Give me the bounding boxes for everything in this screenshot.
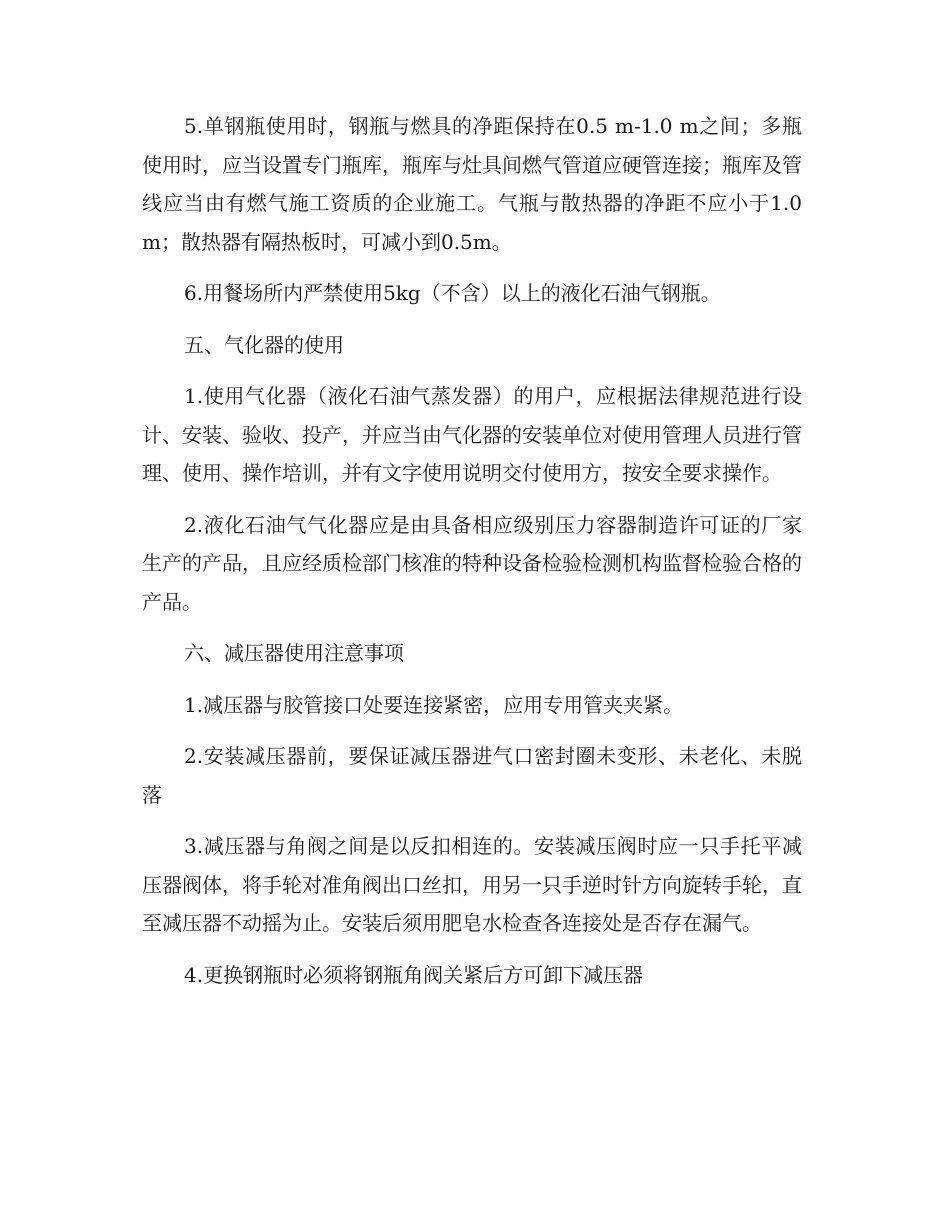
paragraph-cylinder-limit: 6.用餐场所内严禁使用5kg（不含）以上的液化石油气钢瓶。 [184, 281, 721, 305]
paragraph-cylinder-distance: 5.单钢瓶使用时，钢瓶与燃具的净距保持在0.5 m-1.0 m之间；多瓶使用时，应当设置专门瓶库，瓶库与灶具间燃气管道应硬管连接；瓶库及管线应当由有燃气施工资质的企业施工。气瓶与散热器的净距不应小于1.0m；散热器有隔热板时，可减小到0.5m。 [142, 114, 802, 254]
section-heading-regulator: 六、减压器使用注意事项 [184, 641, 404, 665]
paragraph-cylinder-replace: 4.更换钢瓶时必须将钢瓶角阀关紧后方可卸下减压器 [184, 962, 644, 987]
paragraph-regulator-seal: 2.安装减压器前，要保证减压器进气口密封圈未变形、未老化、未脱落 [142, 744, 802, 807]
paragraph-vaporizer-usage: 1.使用气化器（液化石油气蒸发器）的用户，应根据法律规范进行设计、安装、验收、投产，并应当由气化器的安装单位对使用管理人员进行管理、使用、操作培训，并有文字使用说明交付使用方，按安全要求操作。 [142, 384, 802, 485]
document-body [142, 107, 802, 1007]
section-heading-vaporizer: 五、气化器的使用 [184, 332, 344, 357]
paragraph-regulator-hose: 1.减压器与胶管接口处要连接紧密，应用专用管夹夹紧。 [184, 692, 684, 717]
paragraph-regulator-install: 3.减压器与角阀之间是以反扣相连的。安装减压阀时应一只手托平减压器阀体，将手轮对准角阀出口丝扣，用另一只手逆时针方向旋转手轮，直至减压器不动摇为止。安装后须用肥皂水检查各连接处是否存在漏气。 [142, 834, 802, 935]
paragraph-vaporizer-product: 2.液化石油气气化器应是由具备相应级别压力容器制造许可证的厂家生产的产品，且应经质检部门核准的特种设备检验检测机构监督检验合格的产品。 [142, 512, 802, 614]
